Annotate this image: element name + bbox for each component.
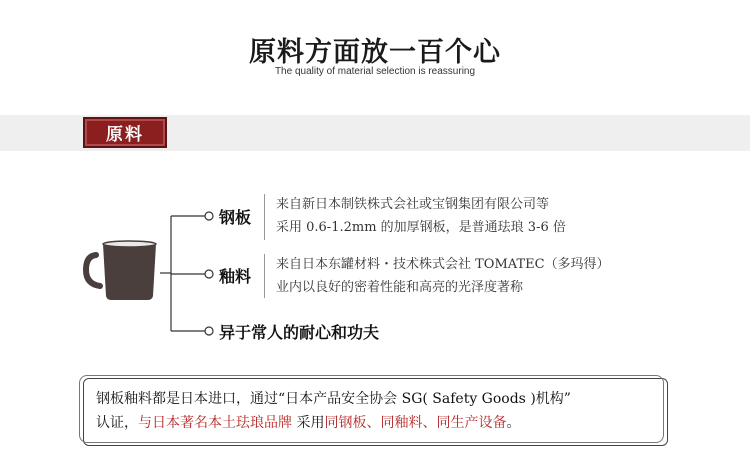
item-divider-glaze [264, 254, 265, 298]
note-text [96, 387, 661, 435]
item-label-patience: 异于常人的耐心和功夫 [219, 323, 380, 342]
page-subtitle: The quality of material selection is reassuring [274, 66, 476, 77]
note-line-2 [96, 411, 661, 435]
section-tag: 原料 [83, 117, 167, 148]
note-prefix: 认证， [96, 415, 138, 431]
certification-note [83, 378, 668, 446]
item-label-glaze: 釉料 [219, 267, 252, 286]
page-title: 原料方面放一百个心 [249, 37, 501, 68]
item-label-steel: 钢板 [219, 208, 252, 227]
connector-lines [160, 216, 205, 331]
note-equipment-highlight: 同钢板、同釉料、同生产设备 [324, 415, 507, 431]
item-desc-glaze [276, 253, 610, 299]
item-desc-steel [276, 193, 566, 239]
enamel-mug-icon [86, 241, 156, 300]
item-divider-steel [264, 194, 265, 240]
note-line-1: 钢板釉料都是日本进口，通过“日本产品安全协会 SG( Safety Goods )机构” [96, 391, 571, 407]
connector-nodes [205, 212, 213, 335]
note-mid: 采用 [292, 415, 325, 431]
item-desc-line: 采用 0.6-1.2mm 的加厚钢板，是普通珐琅 3-6 倍 [276, 220, 566, 235]
note-suffix: 。 [506, 415, 521, 431]
note-brand-highlight: 与日本著名本土珐琅品牌 [138, 415, 292, 431]
item-desc-line: 业内以良好的密着性能和高亮的光泽度著称 [276, 280, 524, 295]
item-desc-line: 来自日本东罐材料・技术株式会社 TOMATEC（多玛得） [276, 257, 610, 272]
item-desc-line: 来自新日本制铁株式会社或宝钢集团有限公司等 [276, 197, 550, 212]
